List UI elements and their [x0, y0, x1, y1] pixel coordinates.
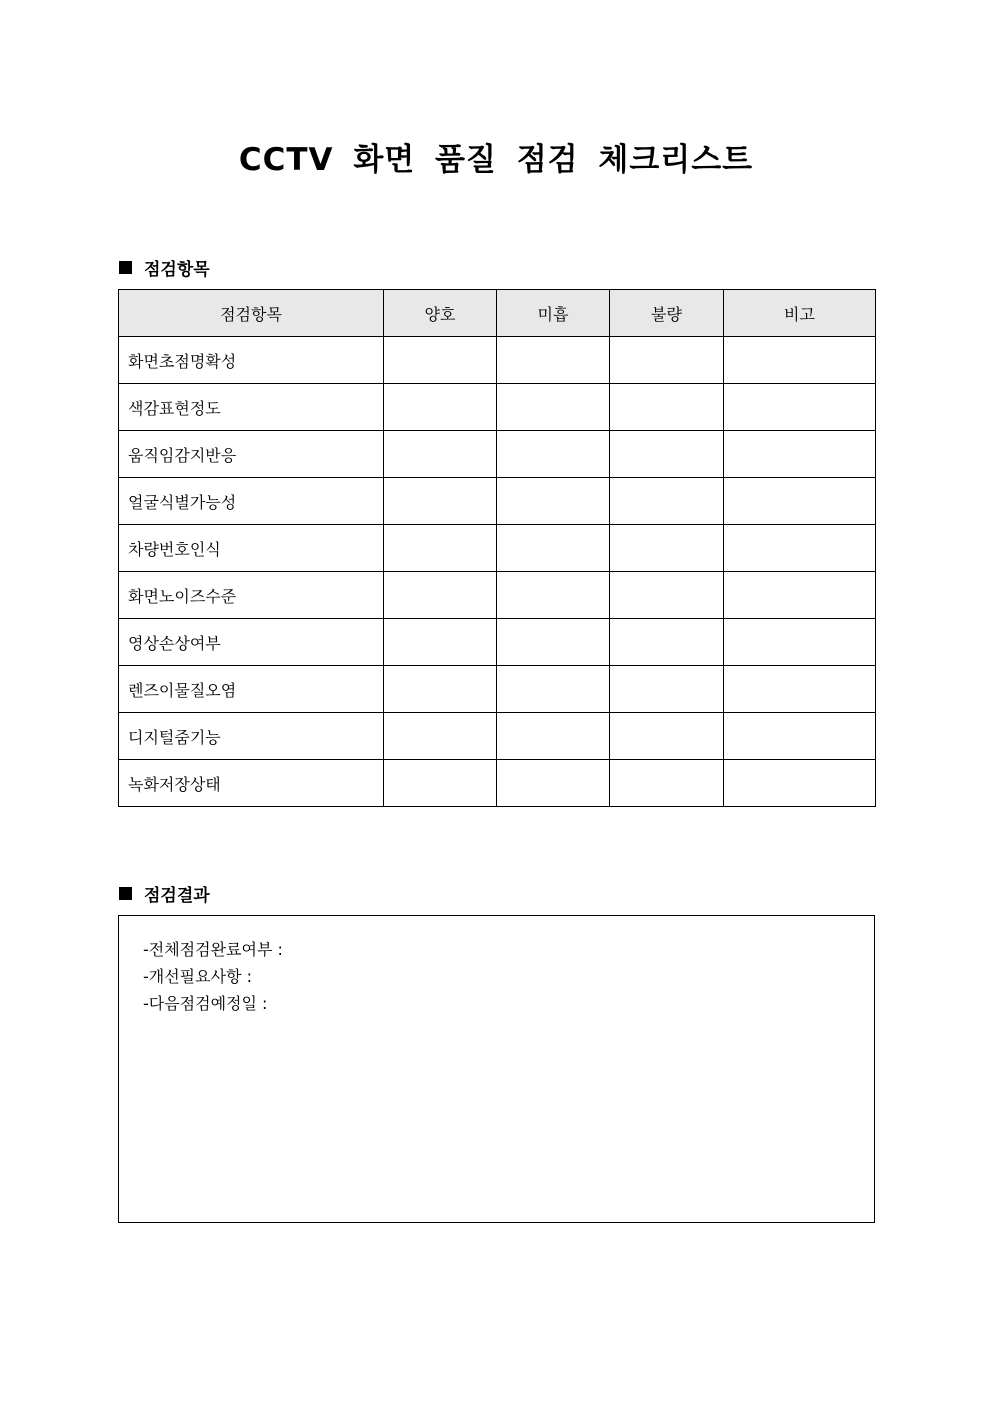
check-item-label: 렌즈이물질오염 [119, 666, 384, 713]
cell-bad[interactable] [610, 384, 724, 431]
check-item-label: 움직임감지반응 [119, 431, 384, 478]
check-item-label: 색감표현정도 [119, 384, 384, 431]
section-heading-items-label: 점검항목 [144, 260, 210, 280]
section-heading-results-label: 점검결과 [144, 886, 210, 906]
cell-insufficient[interactable] [497, 666, 610, 713]
document-title: CCTV 화면 품질 점검 체크리스트 [238, 142, 754, 178]
column-header-bad: 불량 [610, 290, 724, 337]
square-bullet-icon [119, 261, 132, 274]
checklist-table [118, 289, 876, 807]
check-item-label: 얼굴식별가능성 [119, 478, 384, 525]
cell-note[interactable] [724, 525, 876, 572]
cell-note[interactable] [724, 384, 876, 431]
result-line-next-date: -다음점검예정일 : [143, 994, 268, 1013]
cell-note[interactable] [724, 713, 876, 760]
cell-insufficient[interactable] [497, 760, 610, 807]
check-item-label: 화면초점명확성 [119, 337, 384, 384]
cell-good[interactable] [384, 572, 497, 619]
cell-bad[interactable] [610, 525, 724, 572]
cell-insufficient[interactable] [497, 384, 610, 431]
cell-note[interactable] [724, 337, 876, 384]
table-row [119, 619, 876, 666]
cell-good[interactable] [384, 666, 497, 713]
table-row [119, 666, 876, 713]
cell-insufficient[interactable] [497, 713, 610, 760]
cell-good[interactable] [384, 713, 497, 760]
cell-good[interactable] [384, 760, 497, 807]
table-row [119, 572, 876, 619]
table-row [119, 384, 876, 431]
cell-insufficient[interactable] [497, 431, 610, 478]
section-heading-results [119, 881, 210, 906]
cell-bad[interactable] [610, 666, 724, 713]
column-header-good: 양호 [384, 290, 497, 337]
cell-note[interactable] [724, 431, 876, 478]
results-box[interactable] [118, 915, 875, 1223]
cell-bad[interactable] [610, 478, 724, 525]
cell-good[interactable] [384, 619, 497, 666]
cell-insufficient[interactable] [497, 572, 610, 619]
check-item-label: 차량번호인식 [119, 525, 384, 572]
cell-insufficient[interactable] [497, 337, 610, 384]
column-header-item: 점검항목 [119, 290, 384, 337]
cell-good[interactable] [384, 478, 497, 525]
cell-good[interactable] [384, 525, 497, 572]
cell-good[interactable] [384, 337, 497, 384]
cell-insufficient[interactable] [497, 619, 610, 666]
table-row [119, 431, 876, 478]
cell-insufficient[interactable] [497, 525, 610, 572]
table-row [119, 525, 876, 572]
cell-bad[interactable] [610, 713, 724, 760]
result-line-completion: -전체점검완료여부 : [143, 940, 283, 959]
table-header-row [119, 290, 876, 337]
cell-bad[interactable] [610, 572, 724, 619]
table-row [119, 337, 876, 384]
section-heading-items [119, 255, 210, 280]
check-item-label: 디지털줌기능 [119, 713, 384, 760]
cell-good[interactable] [384, 384, 497, 431]
table-row [119, 713, 876, 760]
cell-note[interactable] [724, 666, 876, 713]
check-item-label: 녹화저장상태 [119, 760, 384, 807]
check-item-label: 화면노이즈수준 [119, 572, 384, 619]
cell-insufficient[interactable] [497, 478, 610, 525]
cell-note[interactable] [724, 619, 876, 666]
cell-bad[interactable] [610, 337, 724, 384]
cell-note[interactable] [724, 760, 876, 807]
results-lines [143, 936, 283, 1017]
column-header-insufficient: 미흡 [497, 290, 610, 337]
table-row [119, 760, 876, 807]
cell-good[interactable] [384, 431, 497, 478]
cell-note[interactable] [724, 478, 876, 525]
cell-bad[interactable] [610, 760, 724, 807]
check-item-label: 영상손상여부 [119, 619, 384, 666]
cell-bad[interactable] [610, 619, 724, 666]
column-header-note: 비고 [724, 290, 876, 337]
result-line-improvements: -개선필요사항 : [143, 967, 252, 986]
square-bullet-icon [119, 887, 132, 900]
cell-note[interactable] [724, 572, 876, 619]
cell-bad[interactable] [610, 431, 724, 478]
table-row [119, 478, 876, 525]
